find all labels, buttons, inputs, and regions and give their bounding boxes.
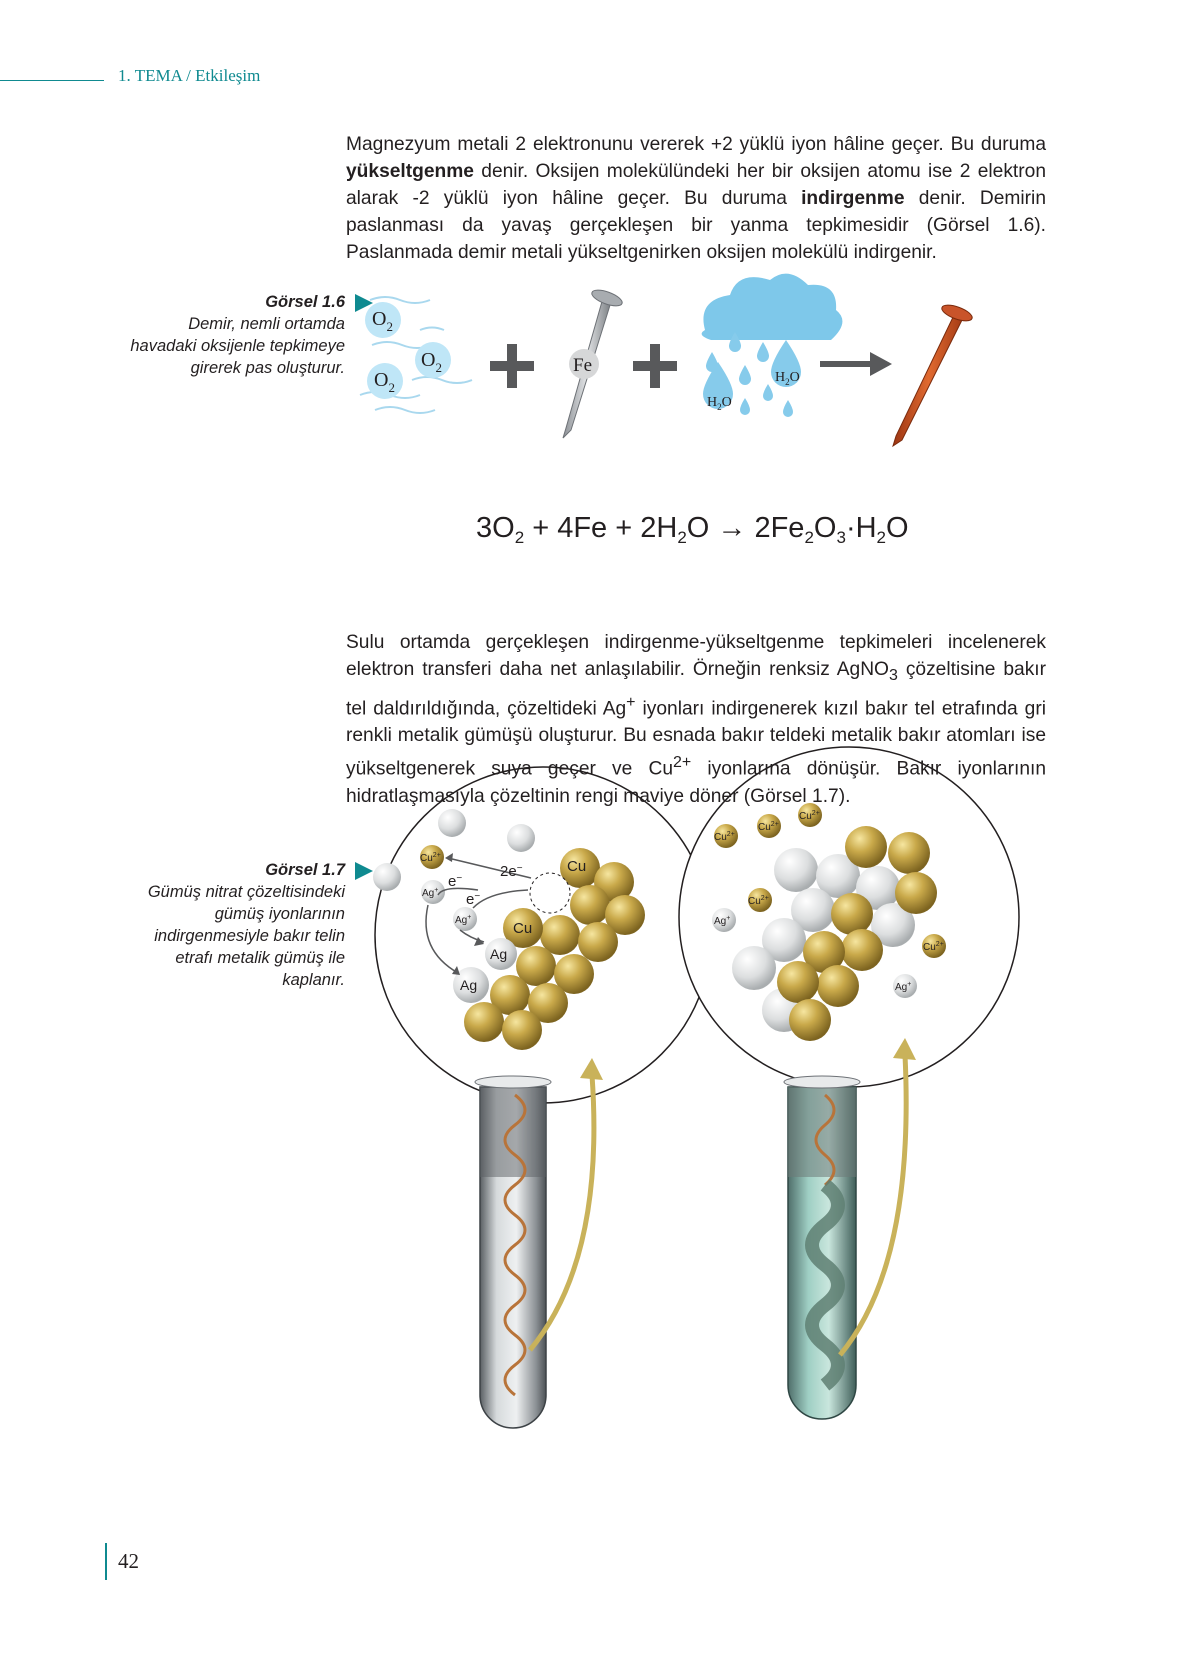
o2-label: $O_2$ — [374, 369, 395, 395]
ag-label: Ag — [490, 946, 508, 962]
figure-1-title: Görsel 1.6 — [265, 293, 345, 311]
ag-ion-label: Ag+ — [455, 914, 472, 926]
ag-ion-label: Ag+ — [714, 915, 731, 927]
o2-label: $O_2$ — [372, 308, 393, 334]
plus-icon — [633, 344, 677, 388]
test-tube-left — [475, 1076, 551, 1428]
section-header: 1. TEMA / Etkileşim — [118, 66, 261, 85]
reaction-arrow-icon — [820, 352, 892, 376]
h2o-label: $H_2O$ — [775, 370, 800, 387]
oxygen-group — [360, 297, 472, 413]
iron-nail-icon — [563, 287, 624, 438]
rain-cloud-icon — [702, 274, 843, 417]
figure-1-caption-text: Demir, nemli ortamda havadaki oksijenle tepkimeye girerek pas oluşturur. — [130, 315, 345, 377]
figure-2-title: Görsel 1.7 — [265, 861, 345, 879]
two-electron-label: 2e− — [500, 863, 523, 880]
electron-label: e− — [466, 891, 481, 908]
cu-label: Cu — [567, 858, 587, 875]
cu2-ion-label: $Cu^{2+}$ — [714, 831, 735, 843]
fe-label: Fe — [573, 355, 592, 376]
page-number: 42 — [118, 1549, 139, 1573]
cu2-ion-label: $Cu^{2+}$ — [420, 852, 441, 864]
caption-arrow-icon — [355, 862, 373, 880]
page-number-rule — [105, 1543, 107, 1580]
paragraph-2: Sulu ortamda gerçekleşen indirgenme-yükseltgenme tepkimeleri incelenerek elektron transferi daha net anlaşılabilir. Örneğin renksiz AgNO$_3$ çözeltisine bakır tel daldırıldığında, çözeltideki Ag+ iyonları indirgenerek kızıl bakır tel etrafında gri renkli metalik gümüşü oluşturur. Bu esnada bakır teldeki metalik bakır atomları ise yükseltgenerek suya geçer ve $Cu^{2+}$ iyonlarına dönüşür. Bakır iyonlarının hidratlaşmasıyla çözeltinin rengi maviye döner (Görsel 1.7). — [346, 632, 1047, 807]
ag-ion-label: Ag+ — [422, 887, 439, 899]
o2-label: $O_2$ — [421, 349, 442, 375]
rusting-equation: $3O_2 + 4Fe + 2H_2O \to 2Fe_2O_3\cdot H_2O$ — [476, 512, 909, 547]
test-tube-right — [784, 1076, 860, 1419]
ag-ion-label: Ag+ — [895, 981, 912, 993]
rusted-nail-icon — [893, 302, 974, 446]
figure-2-caption-text: Gümüş nitrat çözeltisindeki gümüş iyonlarının indirgenmesiyle bakır telin etrafı metalik gümüş ile kaplanır. — [147, 883, 345, 989]
h2o-label: $H_2O$ — [707, 395, 732, 412]
cu2-ion-label: $Cu^{2+}$ — [923, 941, 944, 953]
ag-label: Ag — [460, 977, 478, 993]
cu2-ion-label: $Cu^{2+}$ — [748, 895, 769, 907]
plus-icon — [490, 344, 534, 388]
cu2-ion-label: $Cu^{2+}$ — [758, 821, 779, 833]
cu-label: Cu — [513, 920, 533, 937]
paragraph-1: Magnezyum metali 2 elektronunu vererek +2 yüklü iyon hâline geçer. Bu duruma yükseltgenme denir. Oksijen molekülündeki her bir oksijen atomu ise 2 elektron alarak -2 yüklü iyon hâline geçer. Bu duruma indirgenme denir. Demirin paslanması da yavaş gerçekleşen bir yanma tepkimesidir (Görsel 1.6). Paslanmada demir metali yükseltgenirken oksijen molekülü indirgenir. — [346, 134, 1046, 263]
cu2-ion-label: $Cu^{2+}$ — [799, 810, 820, 822]
zoom-circle-left — [373, 767, 711, 1103]
electron-label: e− — [448, 873, 463, 890]
figure-2-caption — [125, 859, 345, 991]
